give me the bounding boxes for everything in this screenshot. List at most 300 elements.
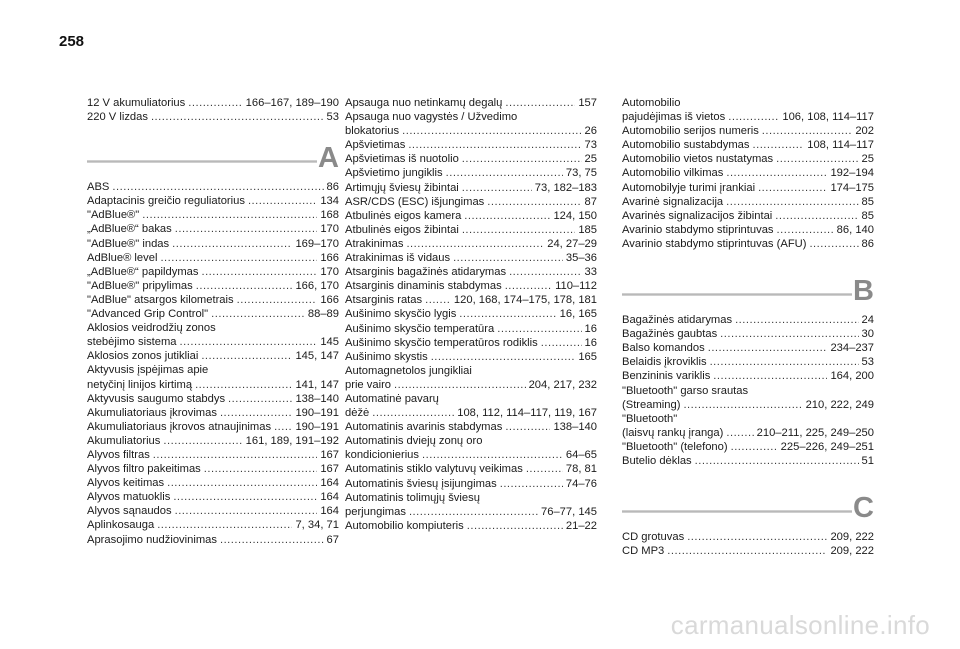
index-column-1 xyxy=(87,96,339,547)
index-entry-pages: 74–76 xyxy=(565,477,597,490)
index-entry xyxy=(87,335,339,349)
index-entry-pages: 7, 34, 71 xyxy=(295,519,339,532)
index-entry-term: Bagažinės atidarymas xyxy=(622,314,733,327)
index-entry xyxy=(622,426,874,440)
section-letter: A xyxy=(318,142,339,175)
dot-leader xyxy=(172,237,292,251)
index-entry xyxy=(87,265,339,279)
index-entry-pages: 120, 168, 174–175, 178, 181 xyxy=(453,294,597,307)
index-entry-pages: 24, 27–29 xyxy=(547,237,597,250)
index-entry xyxy=(345,477,597,491)
index-entry-term: blokatorius xyxy=(345,125,400,138)
index-entry-term: Balso komandos xyxy=(622,342,705,355)
dot-leader xyxy=(201,265,317,279)
index-entry-term: "Advanced Grip Control" xyxy=(87,308,209,321)
section-divider xyxy=(87,160,317,163)
index-entry-term: Avarinės signalizacijos žibintai xyxy=(622,209,773,222)
index-entry-term: Atsarginis ratas xyxy=(345,294,423,307)
index-entry xyxy=(622,138,874,152)
index-entry xyxy=(622,398,874,412)
dot-leader xyxy=(394,378,526,392)
dot-leader xyxy=(201,349,292,363)
dot-leader xyxy=(683,398,802,412)
index-entry xyxy=(345,124,597,138)
dot-leader xyxy=(196,279,293,293)
index-entry-term: Benzininis variklis xyxy=(622,370,711,383)
index-entry-pages: 166, 170 xyxy=(295,279,339,292)
index-entry xyxy=(345,195,597,209)
index-entry-pages: 73 xyxy=(584,139,597,152)
index-entry xyxy=(345,209,597,223)
index-entry-term: Avarinio stabdymo stiprintuvas xyxy=(622,223,774,236)
index-entry-pages: 167 xyxy=(320,448,339,461)
index-entry-pages: 225–226, 249–251 xyxy=(780,440,874,453)
index-entry-term: Alyvos matuoklis xyxy=(87,491,171,504)
dot-leader xyxy=(142,208,317,222)
index-entry-term: "Bluetooth" (telefono) xyxy=(622,440,728,453)
index-entry-term: Atsarginis bagažinės atidarymas xyxy=(345,266,507,279)
index-entry xyxy=(622,544,874,558)
index-entry xyxy=(87,378,339,392)
index-entry-term: Automatinis stiklo valytuvų veikimas xyxy=(345,463,523,476)
dot-leader xyxy=(462,181,532,195)
dot-leader xyxy=(776,152,858,166)
dot-leader xyxy=(505,279,552,293)
index-entry-term: Atrakinimas iš vidaus xyxy=(345,252,451,265)
index-entry-pages: 164 xyxy=(320,505,339,518)
index-entry-pages: 164, 200 xyxy=(830,370,874,383)
index-entry xyxy=(87,490,339,504)
index-entry-pages: 209, 222 xyxy=(830,531,874,544)
dot-leader xyxy=(708,341,828,355)
index-entry-term: pajudėjimas iš vietos xyxy=(622,111,726,124)
index-entry xyxy=(345,181,597,195)
dot-leader xyxy=(726,195,858,209)
dot-leader xyxy=(775,209,858,223)
index-entry-term: CD MP3 xyxy=(622,545,665,558)
index-entry xyxy=(87,518,339,532)
index-entry-term: Aušinimo skystis xyxy=(345,350,428,363)
index-entry xyxy=(87,110,339,124)
index-entry xyxy=(87,222,339,236)
index-entry-term: Akumuliatorius xyxy=(87,434,161,447)
index-entry-term: „AdBlue®“ bakas xyxy=(87,223,172,236)
index-entry-pages: 166–167, 189–190 xyxy=(245,97,339,109)
index-entry xyxy=(345,448,597,462)
dot-leader xyxy=(500,477,563,491)
index-entry-pages: 141, 147 xyxy=(295,378,339,391)
index-entry-pages: 210–211, 225, 249–250 xyxy=(756,426,874,439)
index-entry-pages: 138–140 xyxy=(553,421,597,434)
index-entry-term: kondicionierius xyxy=(345,449,420,462)
index-entry xyxy=(345,237,597,251)
index-entry-term: Automobilio sustabdymas xyxy=(622,139,750,152)
dot-leader xyxy=(541,336,582,350)
index-entry-pages: 35–36 xyxy=(565,252,597,265)
index-entry-pages: 25 xyxy=(584,153,597,166)
index-entry xyxy=(87,349,339,363)
dot-leader xyxy=(526,462,563,476)
index-entry-pages: 67 xyxy=(326,533,339,546)
index-entry xyxy=(87,533,339,547)
index-entry xyxy=(622,124,874,138)
dot-leader xyxy=(726,426,753,440)
index-entry-pages: 204, 217, 232 xyxy=(528,378,597,391)
index-entry xyxy=(622,313,874,327)
index-entry xyxy=(622,454,874,468)
index-entry-term: Akumuliatoriaus įkrovimas xyxy=(87,406,217,419)
section-letter: C xyxy=(853,492,874,525)
dot-leader xyxy=(175,504,318,518)
index-entry-term: CD grotuvas xyxy=(622,531,685,544)
dot-leader xyxy=(509,265,581,279)
dot-leader xyxy=(710,355,859,369)
index-entry xyxy=(345,336,597,350)
index-entry-term: Automobilio serijos numeris xyxy=(622,125,759,138)
index-entry xyxy=(345,406,597,420)
dot-leader xyxy=(720,327,858,341)
index-entry-pages: 86, 140 xyxy=(836,223,874,236)
index-entry-term: prie vairo xyxy=(345,378,392,391)
index-entry-pages: 108, 114–117 xyxy=(807,139,874,152)
index-entry-pages: 24 xyxy=(861,314,874,327)
index-entry xyxy=(345,307,597,321)
dot-leader xyxy=(505,96,575,110)
dot-leader xyxy=(211,307,305,321)
index-entry xyxy=(622,110,874,124)
index-entry-pages: 86 xyxy=(861,237,874,250)
dot-leader xyxy=(188,96,242,110)
dot-leader xyxy=(151,110,324,124)
index-entry-pages: 164 xyxy=(320,477,339,490)
index-entry-pages: 110–112 xyxy=(555,280,597,293)
page-number: 258 xyxy=(59,33,85,50)
index-entry-pages: 33 xyxy=(584,266,597,279)
index-entry-term: netyčinį linijos kirtimą xyxy=(87,378,193,391)
index-entry-pages: 30 xyxy=(861,328,874,341)
dot-leader xyxy=(809,237,858,251)
index-entry-pages: 167 xyxy=(320,463,339,476)
index-entry-pages: 21–22 xyxy=(565,519,597,532)
index-entry-pages: 145, 147 xyxy=(295,350,339,363)
index-entry-pages: 210, 222, 249 xyxy=(805,398,874,411)
index-entry xyxy=(345,223,597,237)
index-entry-term: Aklosios zonos jutikliai xyxy=(87,350,199,363)
index-entry-term: Apsauga nuo netinkamų degalų xyxy=(345,97,503,109)
index-entry-term: Automobilyje turimi įrankiai xyxy=(622,181,756,194)
index-entry-term: Artimųjų šviesų žibintai xyxy=(345,181,459,194)
dot-leader xyxy=(237,293,318,307)
index-entry-pages: 138–140 xyxy=(295,392,339,405)
index-entry xyxy=(345,166,597,180)
index-entry xyxy=(87,180,339,194)
dot-leader xyxy=(175,222,318,236)
index-entry-term: Alyvos keitimas xyxy=(87,477,165,490)
index-entry-pages: 76–77, 145 xyxy=(541,505,597,518)
index-entry-term: Bagažinės gaubtas xyxy=(622,328,718,341)
index-entry xyxy=(87,96,339,110)
index-entry-pages: 85 xyxy=(861,195,874,208)
index-entry-pages: 73, 75 xyxy=(565,167,597,180)
section-header xyxy=(87,124,339,180)
index-entry-pages: 53 xyxy=(326,111,339,124)
index-entry-term: Automobilio vilkimas xyxy=(622,167,724,180)
dot-leader xyxy=(112,180,323,194)
dot-leader xyxy=(153,448,318,462)
index-entry-pages: 174–175 xyxy=(830,181,874,194)
index-entry-term: perjungimas xyxy=(345,505,406,518)
index-entry xyxy=(345,293,597,307)
dot-leader xyxy=(274,420,292,434)
index-entry-term: "AdBlue" atsargos kilometrais xyxy=(87,293,234,306)
index-entry-term: dėžė xyxy=(345,407,370,420)
dot-leader xyxy=(726,166,827,180)
dot-leader xyxy=(695,454,859,468)
index-entry-pages: 168 xyxy=(320,209,339,222)
index-entry xyxy=(622,181,874,195)
index-entry-pages: 166 xyxy=(320,293,339,306)
index-entry xyxy=(87,237,339,251)
index-entry-pages: 234–237 xyxy=(830,342,874,355)
dot-leader xyxy=(195,378,292,392)
index-entry xyxy=(87,504,339,518)
index-entry xyxy=(622,530,874,544)
dot-leader xyxy=(425,293,451,307)
index-entry xyxy=(622,195,874,209)
index-entry-term: Alyvos filtro pakeitimas xyxy=(87,463,201,476)
index-entry xyxy=(345,152,597,166)
index-entry-term: Atrakinimas xyxy=(345,237,404,250)
index-entry xyxy=(345,378,597,392)
index-entry-term: 12 V akumuliatorius xyxy=(87,97,186,109)
index-entry-pages: 85 xyxy=(861,209,874,222)
index-entry-pages: 51 xyxy=(861,454,874,467)
index-entry-pages: 106, 108, 114–117 xyxy=(782,111,874,124)
index-entry xyxy=(345,322,597,336)
index-entry-term: Apšvietimo jungiklis xyxy=(345,167,443,180)
dot-leader xyxy=(462,223,576,237)
index-entry-term: (laisvų rankų įranga) xyxy=(622,426,724,439)
index-entry-pages: 16 xyxy=(584,336,597,349)
index-entry xyxy=(345,420,597,434)
index-column-3 xyxy=(622,96,874,558)
index-entry-term: AdBlue® level xyxy=(87,251,158,264)
index-entry xyxy=(87,208,339,222)
index-entry-term: 220 V lizdas xyxy=(87,111,148,124)
index-entry xyxy=(345,265,597,279)
index-entry-term: Atbulinės eigos kamera xyxy=(345,209,462,222)
index-entry-pages: 26 xyxy=(584,125,597,138)
index-entry-term: Adaptacinis greičio reguliatorius xyxy=(87,195,245,208)
index-entry-pages: 86 xyxy=(326,181,339,194)
index-entry xyxy=(622,223,874,237)
index-entry-term: Belaidis įkroviklis xyxy=(622,356,707,369)
dot-leader xyxy=(731,440,778,454)
index-entry-term: Apšvietimas xyxy=(345,139,406,152)
dot-leader xyxy=(163,434,242,448)
watermark: carmanualsonline.info xyxy=(670,610,930,640)
index-entry-pages: 165 xyxy=(578,350,597,363)
index-entry xyxy=(87,462,339,476)
dot-leader xyxy=(431,350,576,364)
index-entry-heading: Aktyvusis įspėjimas apie xyxy=(87,364,209,377)
index-entry xyxy=(87,251,339,265)
index-entry-term: Alyvos filtras xyxy=(87,448,150,461)
dot-leader xyxy=(777,223,834,237)
index-entry-heading: Automatinė pavarų xyxy=(345,392,439,405)
index-entry-pages: 209, 222 xyxy=(830,545,874,558)
dot-leader xyxy=(228,392,292,406)
index-entry-term: Avarinio stabdymo stiprintuvas (AFU) xyxy=(622,237,807,250)
index-entry-term: "AdBlue®" pripylimas xyxy=(87,279,193,292)
index-entry xyxy=(622,209,874,223)
index-entry xyxy=(87,293,339,307)
index-entry xyxy=(345,138,597,152)
dot-leader xyxy=(409,505,538,519)
dot-leader xyxy=(713,369,827,383)
dot-leader xyxy=(758,181,827,195)
index-entry-pages: 190–191 xyxy=(295,406,339,419)
dot-leader xyxy=(446,166,563,180)
index-entry-pages: 157 xyxy=(578,97,597,109)
index-entry-term: Automobilio vietos nustatymas xyxy=(622,153,774,166)
dot-leader xyxy=(453,251,563,265)
index-entry-pages: 64–65 xyxy=(565,449,597,462)
dot-leader xyxy=(505,420,550,434)
dot-leader xyxy=(173,490,317,504)
index-entry-term: Butelio dėklas xyxy=(622,454,692,467)
index-entry-pages: 164 xyxy=(320,491,339,504)
index-entry-pages: 185 xyxy=(578,223,597,236)
index-entry-heading: Aklosios veidrodžių zonos xyxy=(87,322,216,335)
index-entry-term: Aprasojimo nudžiovinimas xyxy=(87,533,217,546)
index-entry xyxy=(345,279,597,293)
index-entry-heading: Automobilio xyxy=(622,97,681,109)
index-entry xyxy=(87,476,339,490)
index-entry-pages: 134 xyxy=(320,195,339,208)
index-entry xyxy=(87,448,339,462)
index-entry xyxy=(345,96,597,110)
index-entry xyxy=(87,307,339,321)
index-entry-term: Apšvietimas iš nuotolio xyxy=(345,153,459,166)
dot-leader xyxy=(220,406,292,420)
dot-leader xyxy=(402,124,581,138)
dot-leader xyxy=(204,462,318,476)
index-entry xyxy=(622,166,874,180)
index-entry-heading: Automatinis tolimųjų šviesų xyxy=(345,491,480,504)
index-entry-term: Aušinimo skysčio lygis xyxy=(345,308,457,321)
index-entry-pages: 73, 182–183 xyxy=(534,181,597,194)
index-entry xyxy=(345,462,597,476)
index-entry xyxy=(622,237,874,251)
index-entry-pages: 108, 112, 114–117, 119, 167 xyxy=(457,407,597,420)
index-entry xyxy=(622,327,874,341)
index-entry-pages: 16, 165 xyxy=(559,308,597,321)
index-entry-pages: 78, 81 xyxy=(565,463,597,476)
index-entry-pages: 145 xyxy=(320,336,339,349)
dot-leader xyxy=(248,194,317,208)
index-entry-term: "AdBlue®" xyxy=(87,209,140,222)
index-entry-term: ABS xyxy=(87,181,110,194)
index-entry-heading: "Bluetooth" xyxy=(622,412,678,425)
dot-leader xyxy=(406,237,544,251)
index-entry-term: stebėjimo sistema xyxy=(87,336,177,349)
index-entry-pages: 169–170 xyxy=(295,237,339,250)
index-entry xyxy=(622,440,874,454)
section-letter: B xyxy=(853,275,874,308)
section-divider xyxy=(622,293,852,296)
index-entry-pages: 16 xyxy=(584,322,597,335)
index-entry-heading: Automagnetolos jungikliai xyxy=(345,364,472,377)
index-entry-term: Aušinimo skysčio temperatūros rodiklis xyxy=(345,336,538,349)
index-entry-term: Automobilio kompiuteris xyxy=(345,519,464,532)
dot-leader xyxy=(462,152,582,166)
index-entry-pages: 166 xyxy=(320,251,339,264)
dot-leader xyxy=(220,533,324,547)
index-entry-pages: 25 xyxy=(861,153,874,166)
index-entry-pages: 87 xyxy=(584,195,597,208)
dot-leader xyxy=(180,335,318,349)
index-entry xyxy=(87,194,339,208)
index-entry xyxy=(622,341,874,355)
index-entry xyxy=(622,369,874,383)
index-entry xyxy=(87,392,339,406)
index-entry-heading: Apsauga nuo vagystės / Užvedimo xyxy=(345,111,518,124)
dot-leader xyxy=(464,209,550,223)
index-entry-term: "AdBlue®" indas xyxy=(87,237,170,250)
index-entry-term: Aplinkosauga xyxy=(87,519,155,532)
index-entry xyxy=(345,505,597,519)
index-entry-term: Atsarginis dinaminis stabdymas xyxy=(345,280,502,293)
index-entry-term: Atbulinės eigos žibintai xyxy=(345,223,459,236)
index-entry-term: „AdBlue®“ papildymas xyxy=(87,265,199,278)
index-entry-heading: Automatinis dviejų zonų oro xyxy=(345,435,483,448)
dot-leader xyxy=(687,530,827,544)
dot-leader xyxy=(167,476,317,490)
section-divider xyxy=(622,510,852,513)
index-entry-pages: 170 xyxy=(320,223,339,236)
dot-leader xyxy=(157,518,292,532)
index-entry-term: (Streaming) xyxy=(622,398,681,411)
index-entry-pages: 53 xyxy=(861,356,874,369)
index-entry-term: ASR/CDS (ESC) išjungimas xyxy=(345,195,485,208)
index-entry-term: Automatinis šviesų įsijungimas xyxy=(345,477,497,490)
index-entry xyxy=(87,279,339,293)
index-entry-pages: 124, 150 xyxy=(553,209,597,222)
index-entry-pages: 88–89 xyxy=(307,308,339,321)
index-entry-term: Avarinė signalizacija xyxy=(622,195,724,208)
section-header xyxy=(622,474,874,530)
index-entry-term: Automatinis avarinis stabdymas xyxy=(345,421,503,434)
index-column-2 xyxy=(345,96,597,533)
index-entry xyxy=(87,406,339,420)
dot-leader xyxy=(762,124,853,138)
dot-leader xyxy=(752,138,804,152)
index-entry-term: Alyvos sąnaudos xyxy=(87,505,172,518)
dot-leader xyxy=(487,195,581,209)
dot-leader xyxy=(735,313,858,327)
index-entry-pages: 202 xyxy=(855,125,874,138)
dot-leader xyxy=(497,322,581,336)
index-entry-pages: 192–194 xyxy=(830,167,874,180)
index-entry-term: Aktyvusis saugumo stabdys xyxy=(87,392,226,405)
index-entry-term: Aušinimo skysčio temperatūra xyxy=(345,322,495,335)
index-entry xyxy=(87,420,339,434)
dot-leader xyxy=(422,448,563,462)
index-entry xyxy=(345,350,597,364)
dot-leader xyxy=(160,251,317,265)
index-entry xyxy=(622,355,874,369)
